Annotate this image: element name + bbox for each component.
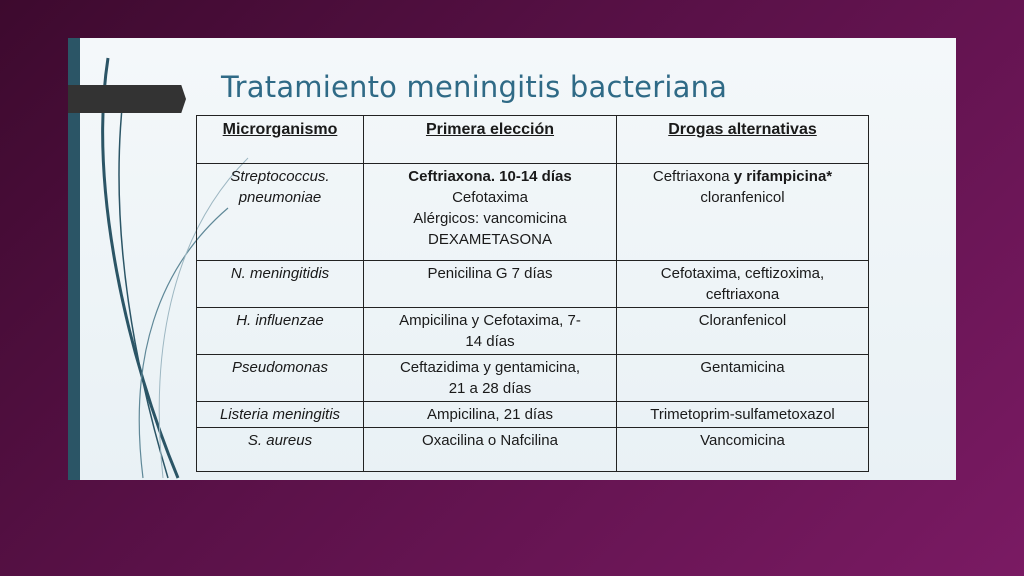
first-choice-cell: Penicilina G 7 días [364, 261, 617, 308]
alternative-text: Ceftriaxona [652, 168, 730, 185]
first-choice-cell: Oxacilina o Nafcilina [364, 428, 617, 472]
organism-cell: Listeria meningitis [197, 402, 364, 428]
organism-cell [197, 164, 364, 261]
first-choice-line: Alérgicos: vancomicina [413, 210, 567, 227]
alternative-cell: Vancomicina [617, 428, 869, 472]
table-row [197, 164, 869, 261]
table-row [197, 355, 869, 402]
table-row [197, 261, 869, 308]
organism-cell: N. meningitidis [197, 261, 364, 308]
first-choice-line: 14 días [465, 333, 515, 350]
header-microrganismo: Microrganismo [197, 116, 364, 164]
organism-cell: H. influenzae [197, 308, 364, 355]
alternative-cell [617, 261, 869, 308]
header-drogas-alternativas: Drogas alternativas [617, 116, 869, 164]
table-header-row [197, 116, 869, 164]
first-choice-line: Ceftazidima y gentamicina, [399, 359, 581, 376]
header-primera-eleccion: Primera elección [364, 116, 617, 164]
organism-line: Streptococcus. [230, 168, 330, 185]
alternative-cell [617, 164, 869, 261]
table-row [197, 402, 869, 428]
first-choice-line: Ampicilina y Cefotaxima, 7- [399, 312, 581, 329]
slide-title: Tratamiento meningitis bacteriana [221, 70, 728, 104]
title-arrow-tab [68, 85, 186, 113]
alternative-cell: Trimetoprim-sulfametoxazol [617, 402, 869, 428]
alternative-line: ceftriaxona [705, 286, 780, 303]
slide [68, 38, 956, 480]
alternative-line: Cefotaxima, ceftizoxima, [660, 265, 825, 282]
alternative-cell: Gentamicina [617, 355, 869, 402]
organism-cell: S. aureus [197, 428, 364, 472]
first-choice-cell [364, 308, 617, 355]
first-choice-line: Ceftriaxona. 10-14 días [408, 168, 572, 185]
first-choice-line: DEXAMETASONA [428, 231, 552, 248]
treatment-table [196, 115, 869, 472]
first-choice-line: Cefotaxima [452, 189, 528, 206]
table-row [197, 308, 869, 355]
first-choice-cell: Ampicilina, 21 días [364, 402, 617, 428]
organism-line: pneumoniae [238, 189, 322, 206]
first-choice-cell [364, 355, 617, 402]
alternative-line [623, 166, 862, 187]
organism-cell: Pseudomonas [197, 355, 364, 402]
first-choice-cell [364, 164, 617, 261]
first-choice-line: 21 a 28 días [448, 380, 532, 397]
alternative-cell: Cloranfenicol [617, 308, 869, 355]
alternative-line: cloranfenicol [700, 189, 785, 206]
table-row [197, 428, 869, 472]
alternative-text-bold: y rifampicina* [729, 168, 833, 185]
